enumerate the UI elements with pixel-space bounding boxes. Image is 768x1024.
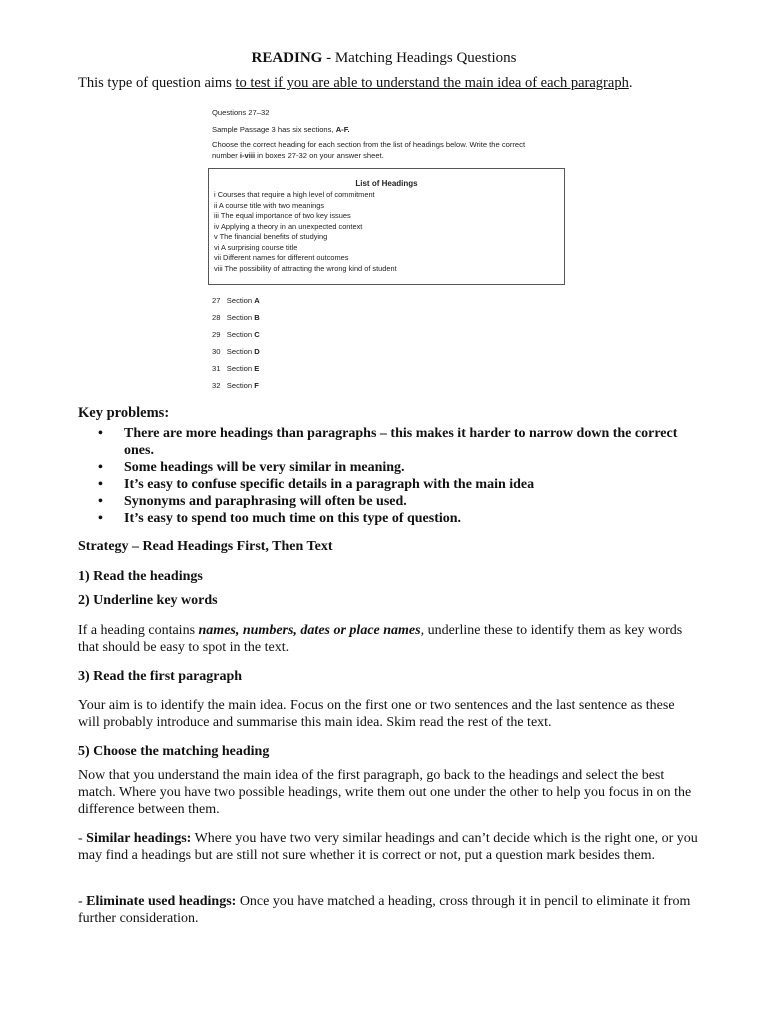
section-label: Section — [226, 330, 255, 339]
list-item — [78, 476, 698, 493]
bullet-icon: • — [98, 426, 103, 441]
list-item — [78, 425, 698, 459]
intro-post: . — [628, 75, 633, 91]
step-5-heading: 5) Choose the matching heading — [78, 744, 270, 759]
list-item-text: There are more headings than paragraphs – this makes it harder to narrow down the correct ones. — [124, 426, 678, 458]
passage-note — [212, 125, 350, 134]
headings-list-title: List of Headings — [355, 179, 418, 188]
similar-label: Similar headings: — [86, 831, 192, 846]
title-bold: READING — [251, 50, 323, 66]
section-letter: A — [254, 296, 260, 305]
intro-paragraph — [78, 75, 632, 92]
list-item — [78, 459, 698, 476]
section-letter: B — [254, 313, 260, 322]
similar-text: Where you have two very similar headings and can’t decide which is the right one, or you may find a headings but are still not sure whether it is correct or not, put a question mark besides them. — [78, 831, 698, 863]
instruction-tail: in boxes 27-32 on your answer sheet. — [255, 151, 384, 160]
section-label: Section — [226, 313, 255, 322]
section-label: Section — [226, 347, 255, 356]
instruction-line-1: Choose the correct heading for each section from the list of headings below. Write the correct — [212, 140, 526, 149]
heading-item: viii The possibility of attracting the wrong kind of student — [214, 263, 397, 273]
headings-list-box — [208, 168, 565, 285]
bullet-icon: • — [98, 494, 103, 509]
question-image — [206, 100, 568, 398]
section-letter: C — [254, 330, 260, 339]
section-label: Section — [226, 296, 255, 305]
questions-range: Questions 27–32 — [212, 108, 270, 117]
key-problems-list — [78, 425, 698, 527]
list-item-text: Some headings will be very similar in meaning. — [124, 460, 405, 475]
section-letter: E — [254, 364, 260, 373]
section-num: 31 — [212, 364, 221, 373]
section-row — [212, 381, 259, 390]
section-num: 28 — [212, 313, 221, 322]
step-2-post: , underline these to identify them as key words that should be easy to spot in the text. — [78, 623, 683, 655]
section-num: 30 — [212, 347, 221, 356]
heading-item: vi A surprising course title — [214, 242, 298, 252]
title-rest: - Matching Headings Questions — [322, 50, 517, 66]
similar-headings-paragraph — [78, 830, 698, 864]
heading-item: i Courses that require a high level of commitment — [214, 190, 375, 199]
similar-dash: - — [78, 831, 87, 846]
bullet-icon: • — [98, 460, 103, 475]
bullet-icon: • — [98, 511, 103, 526]
instruction-range-bold: i-viii — [239, 151, 256, 160]
section-row — [212, 296, 260, 305]
step-5-paragraph: Now that you understand the main idea of the first paragraph, go back to the headings and select the best match. Where you have two possible headings, write them out one under the other to help you focus in on the difference between them. — [78, 768, 692, 817]
list-item — [78, 493, 698, 510]
instruction-line-2 — [212, 151, 384, 160]
instruction-number: number — [212, 151, 240, 160]
heading-item: iv Applying a theory in an unexpected context — [214, 221, 363, 231]
passage-sections-bold: A-F. — [335, 125, 350, 134]
section-num: 29 — [212, 330, 221, 339]
heading-item: ii A course title with two meanings — [214, 200, 325, 210]
list-item-text: It’s easy to confuse specific details in a paragraph with the main idea — [124, 477, 535, 492]
step-2-pre: If a heading contains — [78, 623, 199, 638]
section-row — [212, 313, 260, 322]
section-letter: F — [254, 381, 259, 390]
heading-item: iii The equal importance of two key issues — [214, 211, 351, 220]
eliminate-text: Once you have matched a heading, cross through it in pencil to eliminate it from further consideration. — [78, 894, 691, 926]
section-num: 32 — [212, 381, 221, 390]
eliminate-headings-paragraph — [78, 893, 698, 927]
bullet-icon: • — [98, 477, 103, 492]
section-letter: D — [254, 347, 260, 356]
intro-pre: This type of question aims — [78, 75, 236, 91]
heading-item: v The financial benefits of studying — [214, 232, 328, 241]
step-1-heading: 1) Read the headings — [78, 569, 203, 584]
passage-note-text: Sample Passage 3 has six sections, — [212, 125, 336, 134]
eliminate-label: Eliminate used headings: — [86, 894, 237, 909]
section-num: 27 — [212, 296, 221, 305]
step-2-heading: 2) Underline key words — [78, 593, 218, 608]
list-item — [78, 510, 698, 527]
section-label: Section — [226, 381, 255, 390]
step-2-emphasis: names, numbers, dates or place names — [198, 623, 421, 638]
section-row — [212, 364, 259, 373]
section-row — [212, 330, 260, 339]
step-3-heading: 3) Read the first paragraph — [78, 669, 243, 684]
section-row — [212, 347, 260, 356]
intro-underlined: to test if you are able to understand the main idea of each paragraph — [235, 75, 629, 91]
eliminate-dash: - — [78, 894, 87, 909]
list-item-text: Synonyms and paraphrasing will often be used. — [124, 494, 407, 509]
key-problems-heading: Key problems: — [78, 405, 170, 421]
step-3-paragraph: Your aim is to identify the main idea. Focus on the first one or two sentences and the last sentence as these will probably introduce and summarise this main idea. Skim read the rest of the text. — [78, 698, 675, 730]
strategy-heading: Strategy – Read Headings First, Then Text — [78, 539, 333, 554]
page-title — [0, 50, 768, 67]
section-label: Section — [226, 364, 255, 373]
heading-item: vii Different names for different outcomes — [214, 253, 349, 262]
list-item-text: It’s easy to spend too much time on this type of question. — [124, 511, 462, 526]
step-2-paragraph — [78, 622, 698, 656]
